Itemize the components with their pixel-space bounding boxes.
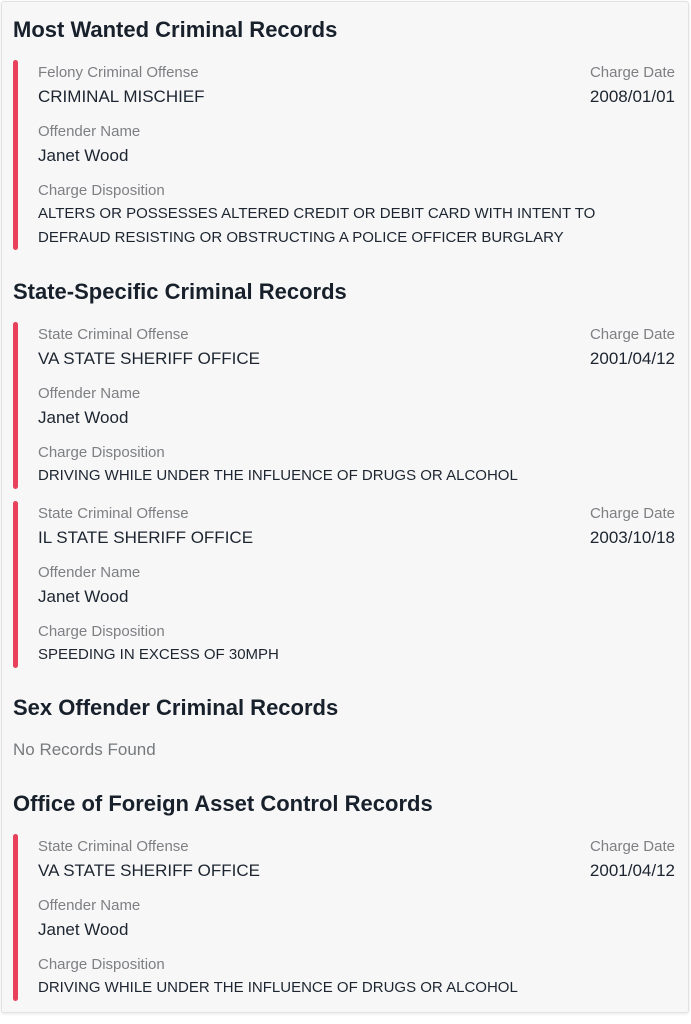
offender-name-label: Offender Name [38,897,141,914]
offense-label: Felony Criminal Offense [38,64,199,81]
charge-disposition-label: Charge Disposition [38,182,165,199]
offender-name-value: Janet Wood [38,146,129,165]
offense-label: State Criminal Offense [38,505,189,522]
offender-name-value: Janet Wood [38,408,129,427]
charge-date-label: Charge Date [589,64,675,81]
offense-value: IL STATE SHERIFF OFFICE [38,528,254,547]
charge-date-value: 2008/01/01 [589,87,675,106]
offender-name-value: Janet Wood [38,587,129,606]
record-accent-bar [13,60,18,250]
offense-value: VA STATE SHERIFF OFFICE [38,861,260,880]
offense-label: State Criminal Offense [38,326,189,343]
section-title-sex-offender: Sex Offender Criminal Records [13,695,339,720]
offender-name-label: Offender Name [38,385,141,402]
criminal-records-panel [1,1,689,1013]
charge-disposition-value: DRIVING WHILE UNDER THE INFLUENCE OF DRUGS OR ALCOHOL [38,467,518,484]
record-card [13,322,675,489]
charge-disposition-label: Charge Disposition [38,956,165,973]
section-title-ofac: Office of Foreign Asset Control Records [13,791,433,816]
record-accent-bar [13,501,18,668]
charge-disposition-value: ALTERS OR POSSESSES ALTERED CREDIT OR DEBIT CARD WITH INTENT TO DEFRAUD RESISTING OR OBSTRUCTING A POLICE OFFICER BURGLARY [38,205,596,246]
record-accent-bar [13,834,18,1001]
charge-disposition-label: Charge Disposition [38,444,165,461]
offense-label: State Criminal Offense [38,838,189,855]
record-card [13,60,675,250]
charge-date-value: 2003/10/18 [589,528,675,547]
charge-date-value: 2001/04/12 [589,861,675,880]
charge-date-label: Charge Date [589,505,675,522]
charge-disposition-value: SPEEDING IN EXCESS OF 30MPH [38,646,279,663]
record-accent-bar [13,322,18,489]
offender-name-label: Offender Name [38,123,141,140]
offense-value: CRIMINAL MISCHIEF [38,87,205,106]
charge-disposition-value: DRIVING WHILE UNDER THE INFLUENCE OF DRUGS OR ALCOHOL [38,979,518,996]
charge-date-label: Charge Date [589,838,675,855]
charge-date-label: Charge Date [589,326,675,343]
charge-disposition-label: Charge Disposition [38,623,165,640]
record-card [13,501,675,668]
section-title-most-wanted: Most Wanted Criminal Records [13,17,338,42]
section-title-state-specific: State-Specific Criminal Records [13,279,347,304]
record-card [13,834,675,1001]
offender-name-label: Offender Name [38,564,141,581]
no-records-message: No Records Found [13,740,156,759]
charge-date-value: 2001/04/12 [589,349,675,368]
offender-name-value: Janet Wood [38,920,129,939]
offense-value: VA STATE SHERIFF OFFICE [38,349,260,368]
